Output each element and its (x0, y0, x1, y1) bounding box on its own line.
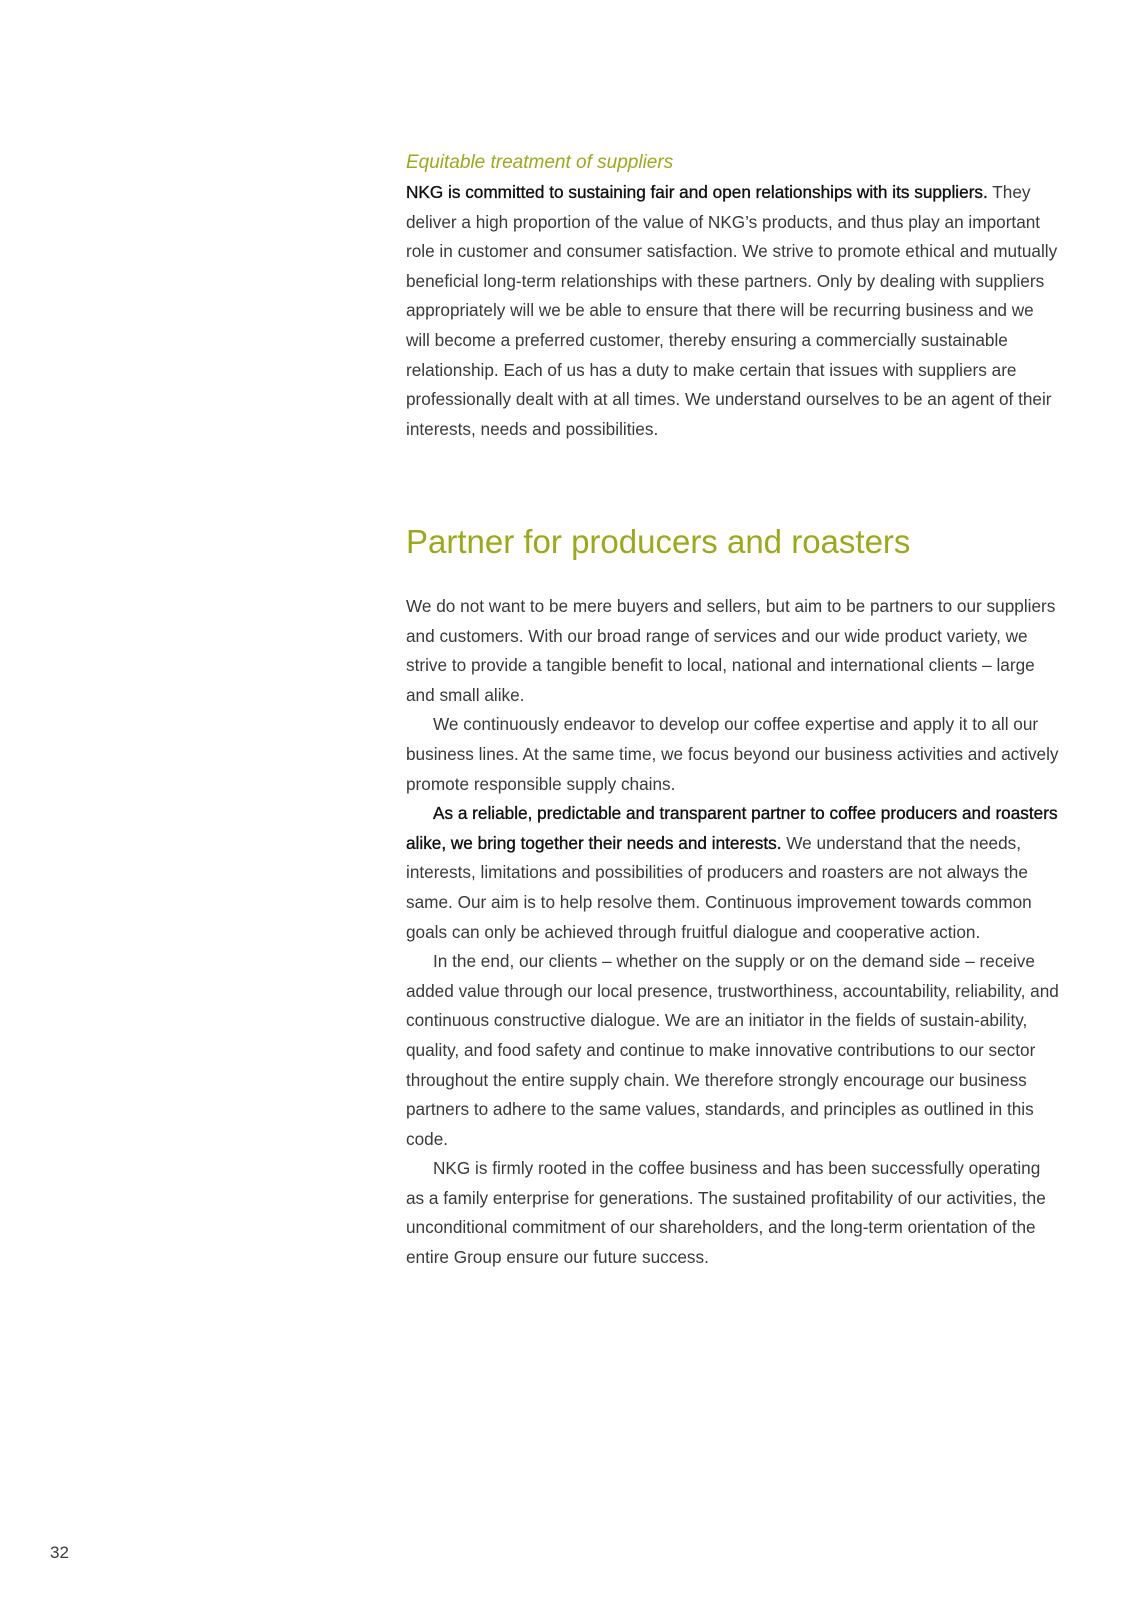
suppliers-section (406, 178, 1062, 444)
page-number: 32 (50, 1543, 69, 1562)
suppliers-body: They deliver a high proportion of the value of NKG’s products, and thus play an important role in customer and consumer satisfaction. We strive to promote ethical and mutually beneficial long-term relationships with these partners. Only by dealing with suppliers appropriately will we be able to ensure that there will be recurring business and we will become a preferred customer, thereby ensuring a commercially sustainable relationship. Each of us has a duty to make certain that issues with suppliers are professionally dealt with at all times. We understand ourselves to be an agent of their interests, needs and possibilities. (406, 182, 1058, 439)
suppliers-subheading: Equitable treatment of suppliers (406, 152, 674, 173)
suppliers-paragraph (406, 178, 1062, 444)
suppliers-lead: NKG is committed to sustaining fair and open relationships with its suppliers. (406, 182, 988, 202)
partner-paragraph-3-body: We understand that the needs, interests, limitations and possibilities of producers and roasters are not always the same. Our aim is to help resolve them. Continuous improvement towards common goals can only be achieved through fruitful dialogue and cooperative action. (406, 832, 1032, 942)
partner-paragraph-5: NKG is firmly rooted in the coffee business and has been successfully operating as a family enterprise for generations. The sustained profitability of our activities, the unconditional commitment of our shareholders, and the long-term orientation of the entire Group ensure our future success. (406, 1158, 1046, 1268)
partner-paragraph-3 (406, 799, 1062, 947)
section-title: Partner for producers and roasters (406, 523, 911, 560)
partner-paragraph-3-lead: As a reliable, predictable and transparent partner to coffee producers and roasters alike, we bring together their needs and interests. (406, 803, 1058, 853)
partner-section (406, 592, 1062, 1273)
partner-paragraph-2: We continuously endeavor to develop our coffee expertise and apply it to all our business lines. At the same time, we focus beyond our business activities and actively promote responsible supply chains. (406, 714, 1059, 794)
partner-paragraph-1: We do not want to be mere buyers and sellers, but aim to be partners to our suppliers and customers. With our broad range of services and our wide product variety, we strive to provide a tangible benefit to local, national and international clients – large and small alike. (406, 596, 1056, 705)
partner-paragraph-4: In the end, our clients – whether on the supply or on the demand side – receive added value through our local presence, trustworthiness, accountability, reliability, and continuous constructive dialogue. We are an initiator in the fields of sustain-ability, quality, and food safety and continue to make innovative contributions to our sector throughout the entire supply chain. We therefore strongly encourage our business partners to adhere to the same values, standards, and principles as outlined in this code. (406, 951, 1059, 1149)
